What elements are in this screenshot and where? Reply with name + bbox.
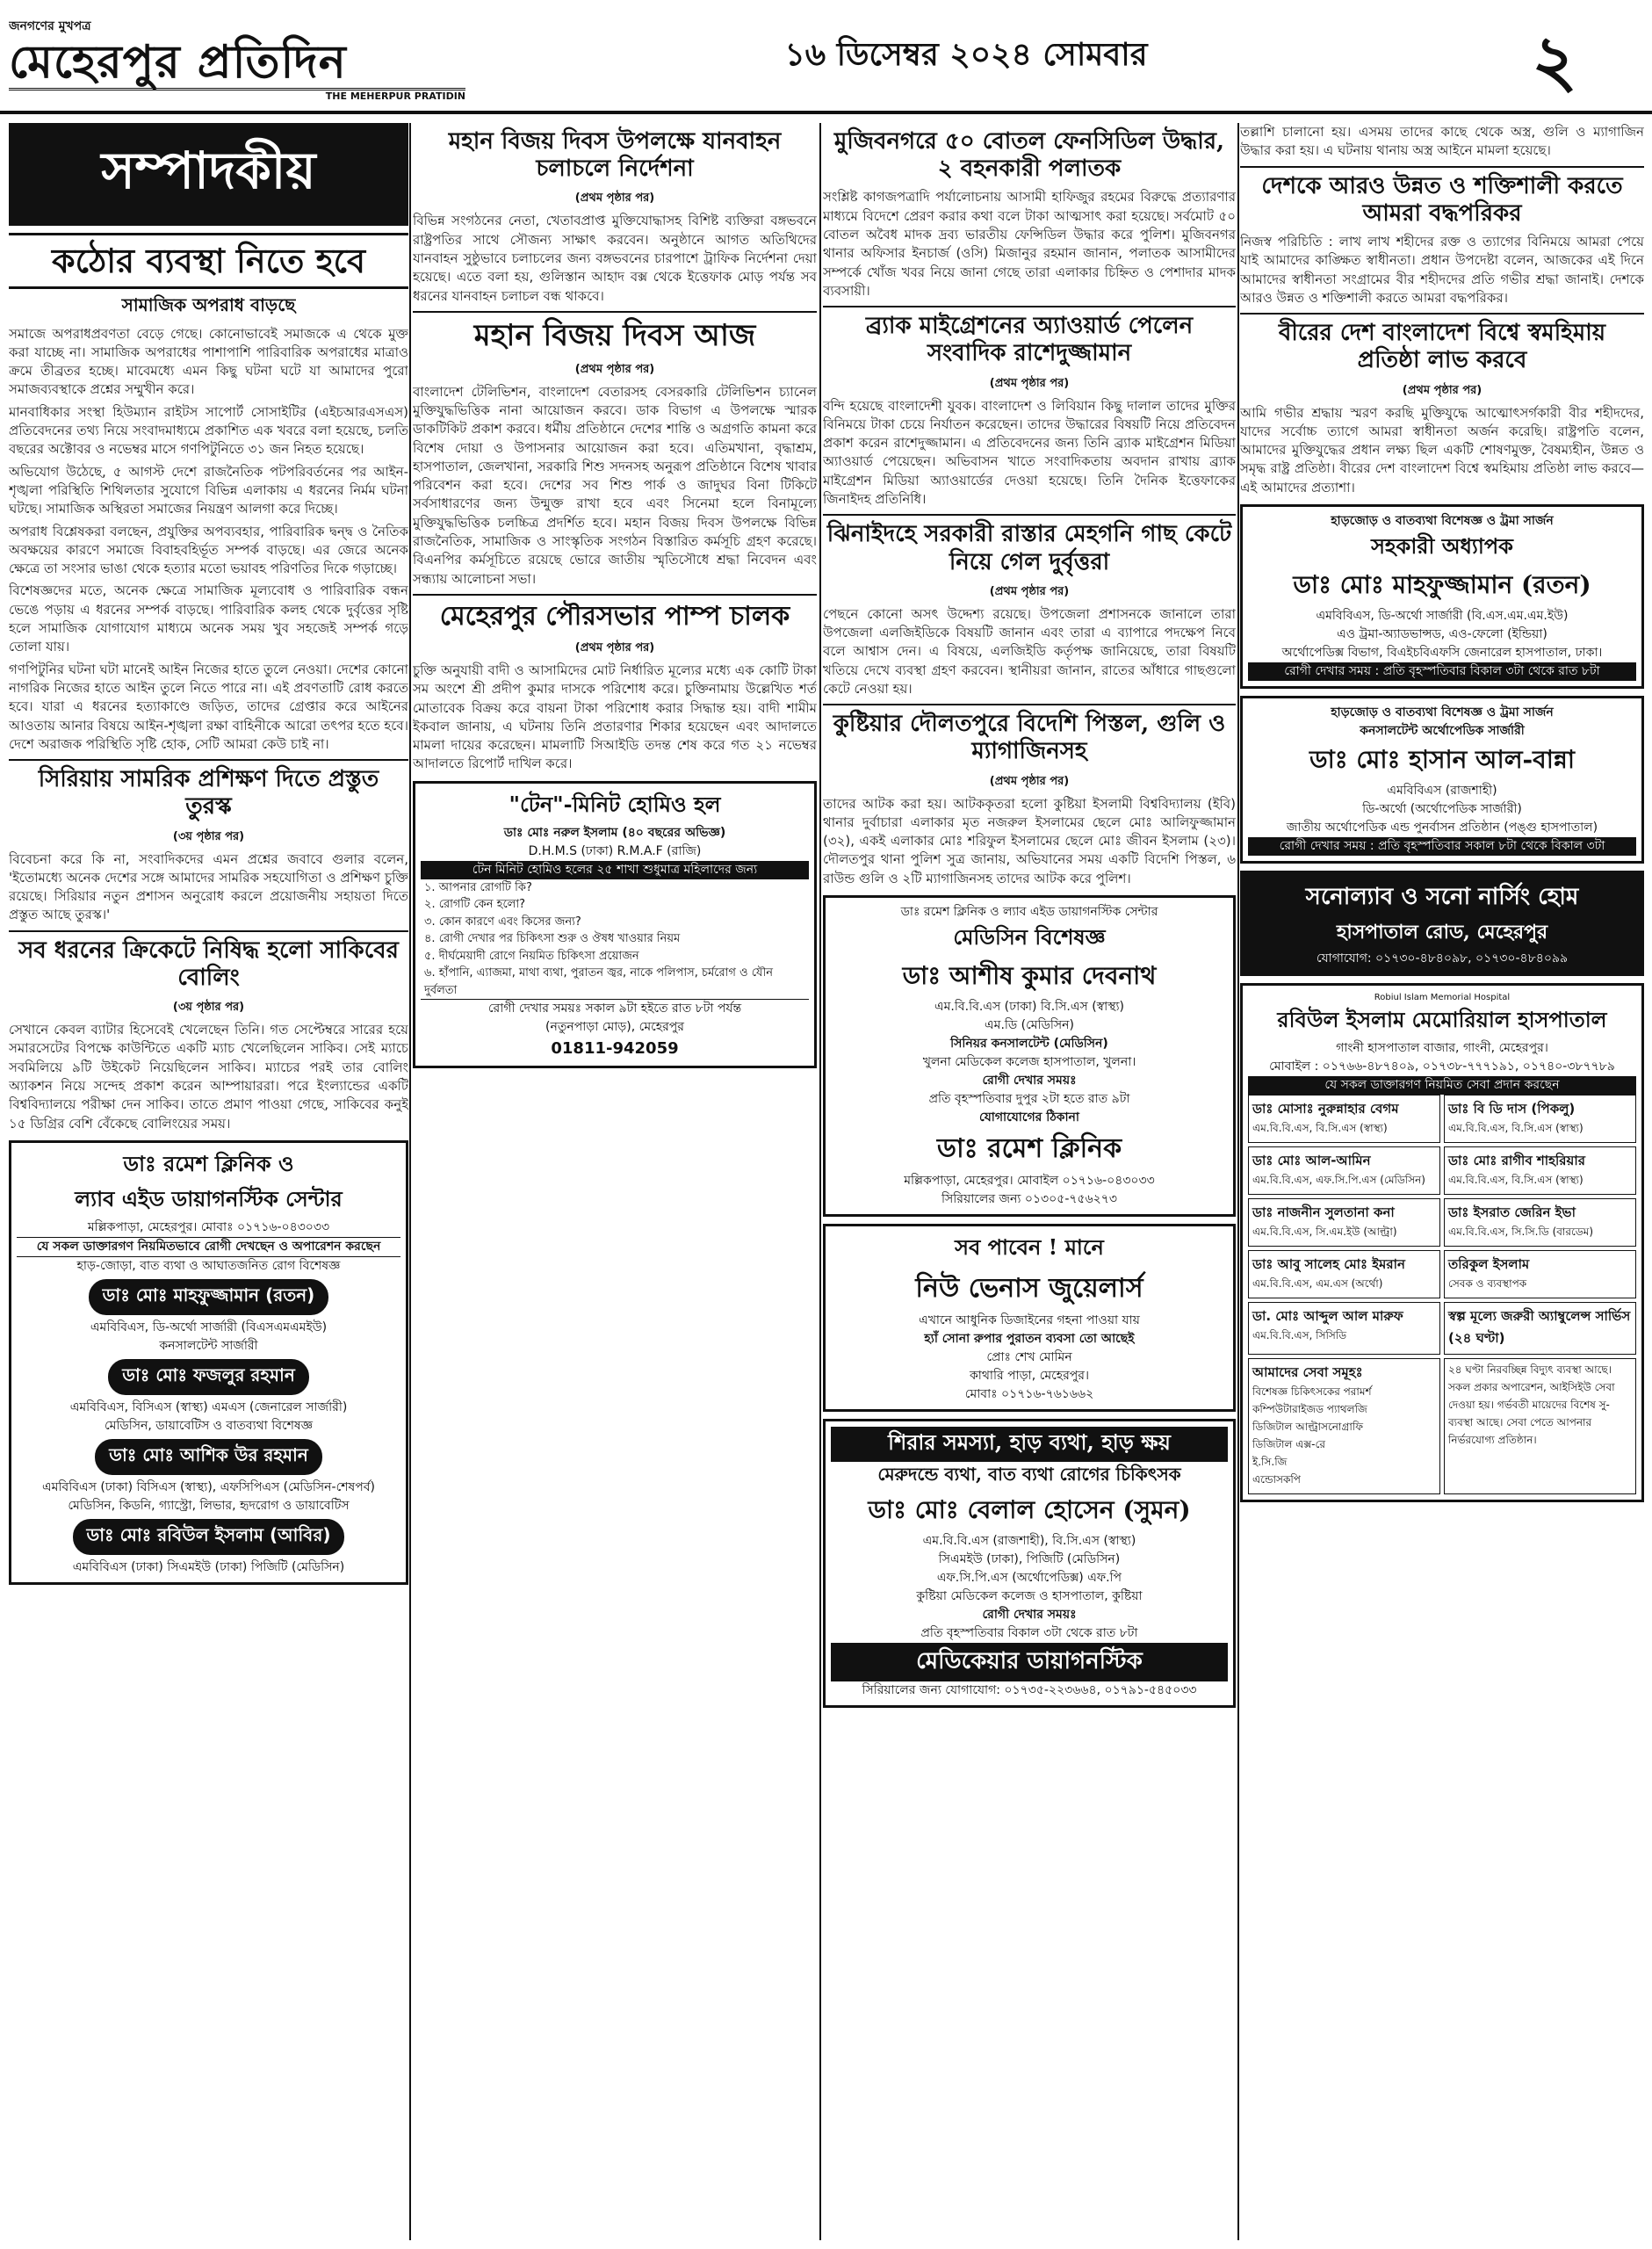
doctor-name: ডাঃ বি ডি দাস (পিকলু) bbox=[1448, 1101, 1576, 1117]
ad-phone: মল্লিকপাড়া, মেহেরপুর। মোবাইল ০১৭১৬-০৪৩০৩৩ bbox=[904, 1174, 1155, 1189]
doctor-degree: এম.বি.বি.এস, সি.সি.ডি (বারডেম) bbox=[1448, 1226, 1594, 1239]
victory-traffic-headline: মহান বিজয় দিবস উপলক্ষে যানবাহন চলাচলে নির্দেশনা bbox=[448, 128, 782, 183]
doctor-degree: এম.বি.বি.এস (রাজশাহী), বি.সি.এস (স্বাস্থ্য) bbox=[922, 1534, 1136, 1549]
list-item: ১. আপনার রোগটি কি? bbox=[424, 880, 532, 894]
doctor-name: তরিকুল ইসলাম bbox=[1448, 1256, 1530, 1273]
doctor-name: ডাঃ মোঃ আল-আমিন bbox=[1252, 1153, 1371, 1169]
brac-headline: ব্র্যাক মাইগ্রেশনের অ্যাওয়ার্ড পেলেন সংবাদিক রাশেদুজ্জামান bbox=[823, 306, 1236, 372]
syria-body: বিবেচনা করে কি না, সংবাদিকদের এমন প্রশ্নের জবাবে গুলার বলেন, 'ইতোমধ্যে অনেক দেশের সঙ্গে আমাদের সামরিক সহযোগিতা ও প্রশিক্ষণ চুক্তি রয়েছে। সিরিয়ার নতুন প্রশাসন অনুরোধ করলে প্রয়োজনীয় সহায়তা দিতে প্রস্তুত আছে তুরস্ক।' bbox=[9, 850, 408, 923]
heroes-body: আমি গভীর শ্রদ্ধায় স্মরণ করছি মুক্তিযুদ্ধে আত্মোৎসর্গকারী বীর শহীদদের, যাদের সর্বোচ্চ ত্যাগে আমরা স্বাধীনতা অর্জন করেছি। রাষ্ট্রপতি বলেন, আমাদের মুক্তিযুদ্ধের প্রধান লক্ষ্য ছিল একটি শোষণমুক্ত, বৈষম্যহীন, উন্নত ও সমৃদ্ধ রাষ্ট্র প্রতিষ্ঠা। বীরের দেশ বাংলাদেশ বিশ্বে স্বমহিমায় প্রতিষ্ঠা লাভ করবে—এই আমাদের প্রত্যাশা। bbox=[1240, 404, 1644, 495]
hospital: খুলনা মেডিকেল কলেজ হাসপাতাল, খুলনা। bbox=[922, 1055, 1136, 1070]
doctor-degree: এমবিবিএস (রাজশাহী) bbox=[1387, 784, 1497, 799]
hospital: কুষ্টিয়া মেডিকেল কলেজ ও হাসপাতাল, কুষ্টিয়া bbox=[916, 1589, 1143, 1604]
column-divider bbox=[1237, 123, 1239, 2240]
page-number: ২ bbox=[1531, 20, 1578, 102]
list-item: এন্ডোসকপি bbox=[1252, 1473, 1301, 1486]
continued-label: (প্রথম পৃষ্ঠার পর) bbox=[989, 584, 1070, 598]
ad-top: সব পাবেন ! মানে bbox=[955, 1234, 1104, 1261]
continued-label: (প্রথম পৃষ্ঠার পর) bbox=[989, 376, 1070, 390]
clinic-name: ডাঃ রমেশ ক্লিনিক bbox=[936, 1133, 1122, 1165]
continued-label: (প্রথম পৃষ্ঠার পর) bbox=[989, 774, 1070, 788]
ad-hours: প্রতি বৃহস্পতিবার বিকাল ৩টা থেকে রাত ৮টা bbox=[920, 1626, 1138, 1641]
cricket-body: সেখানে কেবল ব্যাটার হিসেবেই খেলেছেন তিনি। গত সেপ্টেম্বরে সারের হয়ে সমারসেটের বিপক্ষে কাউন্টিতে একটি ম্যাচ খেলেছিলেন সাকিব। সেই ম্যাচে সবমিলিয়ে ৯টি উইকেট নিয়েছিলেন সাকিব। ম্যাচের পরই তার বোলিং অ্যাকশন নিয়ে সন্দেহ প্রকাশ করেন আম্পায়াররা। পরে ইংল্যান্ডের একটি বিশ্ববিদ্যালয়ে পরীক্ষা দেন সাকিব। তাতে প্রমাণ পাওয়া গেছে, সাকিবের কনুই ১৫ ডিগ্রির বেশি বেঁকেছে বোলিংয়ের সময়। bbox=[9, 1022, 408, 1132]
doctor-name: ডাঃ মোঃ রবিউল ইসলাম (আবির) bbox=[73, 1519, 345, 1555]
homeo-list bbox=[421, 879, 809, 1000]
doctor-degree: এফ.সি.পি.এস (অর্থোপেডিক্স) এফ.পি bbox=[936, 1571, 1122, 1586]
fensidil-body: সংশ্লিষ্ট কাগজপত্রাদি পর্যালোচনায় আসামী হাফিজুর রহমের বিরুদ্ধে প্রত্যারণার মাধ্যমে বিদেশে প্রেরণ করার কথা বলে টাকা আত্মসাৎ করা হয়েছে। সর্বমোট ৫০ বোতল অবৈধ মাদক দ্রব্য ভারতীয় ফেন্সিডিল উদ্ধার করে পুলিশ। মুজিবনগর থানার অফিসার ইনচার্জ (ওসি) মিজানুর রহমান জানান, পলাতক আসামীদের সম্পর্কে খোঁজ খবর নিয়ে জানা গেছে তারা এলাকার চিহ্নিত ও পেশাদার মাদক ব্যবসায়ী। bbox=[823, 189, 1236, 299]
services-note: ২৪ ঘণ্টা নিরবচ্ছিন্ন বিদ্যুৎ ব্যবস্থা আছে। সকল প্রকার অপারেশন, আইসিইউ সেবা দেওয়া হয়। গর্ভবতী মায়েদের বিশেষ সু-ব্যবস্থা আছে। সেবা পেতে আপনার নির্ভরযোগ্য প্রতিষ্ঠান। bbox=[1444, 1358, 1636, 1494]
ambulance-card bbox=[1444, 1302, 1636, 1355]
mahogany-body: পেছনে কোনো অসৎ উদ্দেশ্য রয়েছে। উপজেলা প্রশাসনকে জানালে তারা উপজেলা এলজিইডিকে বিষয়টি জানান এবং তারা এ ব্যাপারে পদক্ষেপ নিবে বলে আশ্বাস দেন। এ বিষয়ে, এলজিইডি কর্তৃপক্ষ জানিয়েছে, তারা বিষয়টি খতিয়ে দেখে ব্যবস্থা গ্রহণ করবেন। স্থানীয়রা জানান, রাতের আঁধারে গাছগুলো কেটে নেওয়া হয়। bbox=[823, 605, 1236, 697]
doctor-card bbox=[1248, 1095, 1440, 1143]
list-item: ২. রোগটি কেন হলো? bbox=[424, 898, 526, 912]
address-label: যোগাযোগের ঠিকানা bbox=[979, 1110, 1079, 1125]
doctor-role: সহকারী অধ্যাপক bbox=[1371, 533, 1513, 560]
continued-label: (৩য় পৃষ্ঠার পর) bbox=[172, 1001, 245, 1015]
services-list bbox=[1248, 1358, 1440, 1494]
ad-hours: প্রতি বৃহস্পতিবার দুপুর ২টা হতে রাত ৯টা bbox=[928, 1092, 1130, 1107]
ad-phone: মোবাঃ ০১৭১৬-৭৬১৬৬২ bbox=[964, 1387, 1094, 1402]
doctor-card bbox=[1444, 1198, 1636, 1247]
list-item: ৩. কোন কারণে এবং কিসের জন্য? bbox=[424, 915, 581, 929]
continued-label: (৩য় পৃষ্ঠার পর) bbox=[172, 829, 245, 843]
doctor-degree: এম.বি.বি.এস, বি.সি.এস (স্বাস্থ্য) bbox=[1252, 1122, 1388, 1135]
fensidil-headline: মুজিবনগরে ৫০ বোতল ফেনসিডিল উদ্ধার, ২ বহনকারী পলাতক bbox=[833, 128, 1225, 183]
editorial-headline: কঠোর ব্যবস্থা নিতে হবে bbox=[9, 233, 408, 289]
doctor-degree: এম.ডি (মেডিসিন) bbox=[985, 1018, 1074, 1033]
doctor-name: ডাঃ মোঃ মাহফুজ্জামান (রতন) bbox=[89, 1279, 329, 1315]
doctor-name: ডাঃ আশীষ কুমার দেবনাথ bbox=[902, 961, 1157, 991]
victory-day-body: বাংলাদেশ টেলিভিশন, বাংলাদেশ বেতারসহ বেসরকারি টেলিভিশন চ্যানেল মুক্তিযুদ্ধভিত্তিক নানা আয়োজন করবে। ডাক বিভাগ এ উপলক্ষে স্মারক ডাকটিকিট প্রকাশ করবে। ধর্মীয় প্রতিষ্ঠানে দেশের শান্তি ও অগ্রগতি কামনা করে বিশেষ দোয়া ও উপাসনার আয়োজন করা হবে। এতিমখানা, বৃদ্ধাশ্রম, হাসপাতাল, জেলখানা, সরকারি শিশু সদনসহ অনুরূপ প্রতিষ্ঠানে বিশেষ খাবার পরিবেশন করা হবে। দেশের সব শিশু পার্ক ও জাদুঘর বিনা টিকিটে সর্বসাধারণের জন্য উন্মুক্ত রাখা হবে এবং সিনেমা হলে বিনামূল্যে মুক্তিযুদ্ধভিত্তিক চলচ্চিত্র প্রদর্শিত হবে। মহান বিজয় দিবস উপলক্ষে বিভিন্ন রাজনৈতিক, সামাজিক ও সাংস্কৃতিক সংগঠন বিস্তারিত কর্মসূচি গ্রহণ করেছে। বিএনপির কর্মসূচিতে রয়েছে ভোরে জাতীয় স্মৃতিসৌধে শ্রদ্ধা নিবেদন এবং সন্ধ্যায় আলোচনা সভা। bbox=[413, 383, 817, 587]
list-item: ডিজিটাল এক্স-রে bbox=[1252, 1438, 1325, 1451]
doctor-degree: এম.বি.বি.এস, এফ.সি.পি.এস (মেডিসিন) bbox=[1252, 1174, 1425, 1187]
doctor-degree: এম.বি.বি.এস, সিসিডি bbox=[1252, 1329, 1347, 1342]
doctor-role: কনসালটেন্ট অর্থোপেডিক সার্জারী bbox=[1360, 724, 1525, 739]
specialty: মেডিসিন, কিডনি, গ্যাস্ট্রো, লিভার, হৃদরোগ ও ডায়াবেটিস bbox=[68, 1498, 350, 1513]
homeo-hall-ad bbox=[413, 781, 817, 1069]
list-item: বিশেষজ্ঞ চিকিৎসকের পরামর্শ bbox=[1252, 1385, 1372, 1399]
jewellers-ad bbox=[823, 1224, 1236, 1412]
column-divider bbox=[409, 123, 411, 2240]
logo-name: মেহেরপুর প্রতিদিন bbox=[9, 35, 347, 89]
pledge-headline: দেশকে আরও উন্নত ও শক্তিশালী করতে আমরা বদ্ধপরিকর bbox=[1240, 166, 1644, 233]
continued-label: (প্রথম পৃষ্ঠার পর) bbox=[1402, 383, 1482, 397]
ad-line: মেরুদন্ডে ব্যথা, বাত ব্যথা রোগের চিকিৎসক bbox=[877, 1464, 1181, 1486]
specialty: হাড়জোড় ও বাতব্যথা বিশেষজ্ঞ ও ট্রমা সার্জন bbox=[1331, 705, 1554, 720]
doctor-degree: অর্থোপেডিক্স বিভাগ, বিএইচবিএফসি জেনারেল হাসপাতাল, ঢাকা। bbox=[1281, 646, 1603, 661]
doctor-card bbox=[1444, 1146, 1636, 1195]
mahfuz-ad bbox=[1240, 504, 1644, 689]
doctor-name: ডাঃ মোসাঃ নুরুন্নাহার বেগম bbox=[1252, 1101, 1399, 1117]
doctor-name: ডাঃ ইসরাত জেরিন ইভা bbox=[1448, 1204, 1576, 1221]
column-divider bbox=[819, 123, 821, 2240]
owner-name: প্রোঃ শেখ মোমিন bbox=[986, 1350, 1072, 1365]
doctor-name: ডাঃ মোঃ নরুল ইসলাম (৪০ বছরের অভিজ্ঞ) bbox=[503, 825, 726, 840]
ad-phone: যোগাযোগ: ০১৭৩০-৪৮৪০৯৮, ০১৭৩০-৪৮৪০৯৯ bbox=[1316, 951, 1569, 966]
paragraph: অপরাধ বিশ্লেষকরা বলছেন, প্রযুক্তির অপব্যবহার, পারিবারিক দ্বন্দ্ব ও নৈতিক অবক্ষয়ের কারণে সমাজে বিবাহবহির্ভূত সম্পর্ক বাড়ছে। এর জেরে অনেক ক্ষেত্রে তা সংসার ভাঙা থেকে হত্যার মতো ভয়াবহ পরিণতির দিকে গড়াচ্ছে। bbox=[9, 523, 408, 577]
paragraph: গণপিটুনির ঘটনা ঘটা মানেই আইন নিজের হাতে তুলে নেওয়া। দেশের কোনো নাগরিক নিজের হাতে আইন তুলে নিতে পারে না। এই প্রবণতাটি রোধ করতে হবে। যারা এ ধরনের হত্যাকাণ্ডে জড়িত, তাদের গ্রেপ্তার করে আইনের আওতায় আনার বিষয়ে আইন-শৃঙ্খলা রক্ষা বাহিনীকে আরো তৎপর হতে হবে। দেশে অরাজক পরিস্থিতি সৃষ্টি হোক, সেটি আমরা কেউ চাই না। bbox=[9, 661, 408, 752]
doctor-card bbox=[1444, 1095, 1636, 1143]
editorial-body bbox=[9, 325, 408, 755]
pump-body: চুক্তি অনুযায়ী বাদী ও আসামিদের মোট নির্ধারিত মূল্যের মধ্যে এক কোটি টাকা সম অংশে শ্রী প্রদীপ কুমার দাসকে পরিশোধ করে। চুক্তিনামায় উল্লেখিত শর্ত মোতাবেক বিক্রয় করে বায়না টাকা পরিশোধ করার সিদ্ধান্ত হয়। বাদী শামীম ইকবাল জানায়, এ ঘটনায় তিনি প্রতারণার শিকার হয়েছেন এবং আদালতে মামলা দায়ের করেছেন। মামলাটি সিআইডি তদন্ত শেষ করে গত ২১ নভেম্বর আদালতে রিপোর্ট দাখিল করে। bbox=[413, 662, 817, 772]
paragraph: বিশেষজ্ঞদের মতে, অনেক ক্ষেত্রে সামাজিক মূল্যবোধ ও পারিবারিক বন্ধন ভেঙে পড়ায় এ ধরনের সম্পর্ক বাড়ছে। পারিবারিক কলহ থেকে দুর্বৃত্তের সৃষ্টি হলে সামাজিক যোগাযোগ মাধ্যমে অনেক সময় খুব সহজেই সম্পর্ক গড়ে তোলা যায়। bbox=[9, 582, 408, 655]
doctor-degree: এম.বি.বি.এস (ঢাকা) বি.সি.এস (স্বাস্থ্য) bbox=[934, 1000, 1125, 1015]
ad-phone: সিরিয়ালের জন্য যোগাযোগ: ০১৭৩৫-২২৩৬৬৪, ০১৭৯১-৫৪৫০৩৩ bbox=[862, 1683, 1197, 1698]
list-item: ই.সি.জি bbox=[1252, 1456, 1288, 1469]
pump-headline: মেহেরপুর পৌরসভার পাম্প চালক bbox=[413, 594, 817, 638]
doctor-name: ডাঃ মোঃ রাগীব শাহরিয়ার bbox=[1448, 1153, 1585, 1169]
logo-tagline: জনগণের মুখপত্র bbox=[9, 19, 91, 33]
newspaper-logo bbox=[9, 16, 465, 99]
doctor-card bbox=[1248, 1198, 1440, 1247]
ad-note: টেন মিনিট হোমিও হলের ২৫ শাখা শুধুমাত্র মহিলাদের জন্য bbox=[421, 861, 809, 879]
specialty: কনসালটেন্ট সার্জারী bbox=[159, 1338, 258, 1353]
list-item: কম্পিউটারাইজড প্যাথলজি bbox=[1252, 1403, 1367, 1416]
specialty: হাড়-জোড়া, বাত ব্যথা ও আঘাতজনিত রোগ বিশেষজ্ঞ bbox=[76, 1258, 341, 1273]
doctor-name: ডাঃ মোঃ বেলাল হোসেন (সুমন) bbox=[868, 1495, 1191, 1525]
time-label: রোগী দেখার সময়ঃ bbox=[982, 1074, 1077, 1088]
doctor-degree: এম.বি.বি.এস, বি.সি.এস (স্বাস্থ্য) bbox=[1448, 1122, 1583, 1135]
paragraph: অভিযোগ উঠেছে, ৫ আগস্ট দেশে রাজনৈতিক পটপরিবর্তনের পর আইন-শৃঙ্খলা পরিস্থিতি শিথিলতার সুযোগে বিভিন্ন এলাকায় এ ধরনের নির্মম ঘটনা ঘটছে। সামাজিক অস্থিরতা সমাজের নিয়ন্ত্রণ আলগা করে দিচ্ছে। bbox=[9, 463, 408, 517]
cricket-headline: সব ধরনের ক্রিকেটে নিষিদ্ধ হলো সাকিবের বোলিং bbox=[9, 930, 408, 997]
continued-label: (প্রথম পৃষ্ঠার পর) bbox=[574, 192, 655, 206]
doctor-degree: এমবিবিএস, ডি-অর্থো সার্জারী (বি.এস.এম.এম.ইউ) bbox=[1316, 609, 1569, 624]
ad-address: গাংনী হাসপাতাল বাজার, গাংনী, মেহেরপুর। bbox=[1336, 1041, 1548, 1056]
hospital-logo-text: Robiul Islam Memorial Hospital bbox=[1374, 993, 1511, 1003]
ad-address: মল্লিকপাড়া, মেহেরপুর। মোবাঃ ০১৭১৬-০৪৩০৩৩ bbox=[87, 1219, 330, 1234]
pledge-body: নিজস্ব পরিচিতি : লাখ লাখ শহীদের রক্ত ও ত্যাগের বিনিময়ে আমরা পেয়ে যাই আমাদের কাঙ্ক্ষিত স্বাধীনতা। প্রধান উপদেষ্টা বলেন, আজকের এই দিনে আমাদের স্বাধীনতা সংগ্রামের বীর শহীদদের প্রতি গভীর শ্রদ্ধা জানাই। দেশকে আরও উন্নত ও শক্তিশালী করতে আমরা বদ্ধপরিকর। bbox=[1240, 233, 1644, 306]
ad-phone: সিরিয়ালের জন্য ০১৩০৫-৭৫৬২৭৩ bbox=[941, 1192, 1117, 1207]
time-label: রোগী দেখার সময়ঃ bbox=[982, 1608, 1077, 1623]
doctor-title: সিনিয়র কনসালটেন্ট (মেডিসিন) bbox=[950, 1037, 1108, 1052]
doctor-card bbox=[1248, 1250, 1440, 1298]
doctor-degree: এও ট্রমা-অ্যাডভান্সড, এও-ফেলো (ইন্ডিয়া) bbox=[1337, 627, 1547, 642]
doctor-card bbox=[1444, 1250, 1636, 1298]
doctor-degree: এমবিবিএস (ঢাকা) বিসিএস (স্বাস্থ্য), এফসিপিএস (মেডিসিন-শেষপর্ব) bbox=[41, 1479, 376, 1494]
victory-day-headline: মহান বিজয় দিবস আজ bbox=[413, 311, 817, 359]
logo-name-en: THE MEHERPUR PRATIDIN bbox=[9, 88, 465, 99]
issue-date: ১৬ ডিসেম্বর ২০২৪ সোমবার bbox=[784, 36, 1148, 73]
ad-hours: রোগী দেখার সময়ঃ সকাল ৯টা হইতে রাত ৮টা পর্যন্ত bbox=[421, 999, 809, 1018]
bone-specialist-ad bbox=[823, 1419, 1236, 1708]
clinic-name: সনোল্যাব ও সনো নার্সিং হোম bbox=[1305, 884, 1579, 911]
column-4 bbox=[1240, 123, 1644, 2240]
services-grid bbox=[1248, 1358, 1636, 1494]
hospital-name: রবিউল ইসলাম মেমোরিয়াল হাসপাতাল bbox=[1277, 1007, 1607, 1033]
column-3 bbox=[823, 123, 1236, 2240]
ad-line: শিরার সমস্যা, হাড় ব্যথা, হাড় ক্ষয় bbox=[831, 1427, 1228, 1462]
ambulance-label: স্বল্প মূল্যে জরুরী অ্যাম্বুলেন্স সার্ভিস (২৪ ঘণ্টা) bbox=[1448, 1308, 1631, 1347]
ad-line: হ্যাঁ সোনা রুপার পুরাতন ব্যবসা তো আছেই bbox=[924, 1332, 1135, 1347]
list-item: ডিজিটাল আল্ট্রাসনোগ্রাফি bbox=[1252, 1421, 1364, 1434]
doctor-name: ডাঃ আবু সালেহ মোঃ ইমরান bbox=[1252, 1256, 1405, 1273]
ad-address: হাসপাতাল রোড, মেহেরপুর bbox=[1336, 921, 1548, 944]
ashish-ad bbox=[823, 895, 1236, 1217]
doctor-card bbox=[1248, 1146, 1440, 1195]
mahogany-headline: ঝিনাইদহে সরকারী রাস্তার মেহগনি গাছ কেটে নিয়ে গেল দুর্বৃত্তরা bbox=[823, 514, 1236, 581]
doctor-grid bbox=[1248, 1095, 1636, 1355]
ad-address: কাথারি পাড়া, মেহেরপুর। bbox=[969, 1369, 1089, 1384]
paragraph: সমাজে অপরাধপ্রবণতা বেড়ে গেছে। কোনোভাবেই সমাজকে এ থেকে মুক্ত করা যাচ্ছে না। সামাজিক অপরাধের পাশাপাশি পারিবারিক অপরাধের মাত্রাও ক্রমে তীব্রতর হচ্ছে। মাবেমধ্যে এমন কিছু ঘটনা ঘটে যা আমাদের পুরো সমাজব্যবস্থাকে প্রশ্নের সম্মুখীন করে। bbox=[9, 325, 408, 398]
doctor-name: ডা. মোঃ আব্দুল আল মারুফ bbox=[1252, 1308, 1403, 1325]
masthead bbox=[0, 0, 1652, 114]
doctor-name: ডাঃ মোঃ মাহফুজ্জামান (রতন) bbox=[1293, 570, 1591, 600]
robiul-hospital-ad bbox=[1240, 983, 1644, 1502]
kushtia-headline: কুষ্টিয়ার দৌলতপুরে বিদেশি পিস্তল, গুলি ও ম্যাগাজিনসহ bbox=[823, 704, 1236, 770]
heroes-headline: বীরের দেশ বাংলাদেশ বিশ্বে স্বমহিমায় প্রতিষ্ঠা লাভ করবে bbox=[1240, 313, 1644, 380]
ad-title: "টেন"-মিনিট হোমিও হল bbox=[509, 791, 721, 817]
ad-note: যে সকল ডাক্তারগণ নিয়মিত সেবা প্রদান করছেন bbox=[1248, 1076, 1636, 1095]
banna-ad bbox=[1240, 696, 1644, 864]
specialty: মেডিসিন, ডায়াবেটিস ও বাতব্যথা বিশেষজ্ঞ bbox=[104, 1418, 314, 1433]
center-name: মেডিকেয়ার ডায়াগনস্টিক bbox=[831, 1643, 1228, 1681]
doctor-degree: এম.বি.বি.এস, এম.এস (অর্থো) bbox=[1252, 1277, 1383, 1291]
ad-top: ডাঃ রমেশ ক্লিনিক ও ল্যাব এইড ডায়াগনস্টিক সেন্টার bbox=[900, 905, 1158, 920]
shop-name: নিউ ভেনাস জুয়েলার্স bbox=[915, 1273, 1143, 1305]
ad-hours: রোগী দেখার সময় : প্রতি বৃহস্পতিবার বিকাল ৩টা থেকে রাত ৮টা bbox=[1248, 662, 1636, 681]
doctor-name: ডাঃ মোঃ হাসান আল-বান্না bbox=[1309, 745, 1575, 775]
col4-lead: তল্লাশি চালানো হয়। এসময় তাদের কাছে থেকে অস্ত্র, গুলি ও ম্যাগাজিন উদ্ধার করা হয়। এ ঘটনায় থানায় অস্ত্র আইনে মামলা হয়েছে। bbox=[1240, 124, 1644, 159]
ad-hours: রোগী দেখার সময় : প্রতি বৃহস্পতিবার সকাল ৮টা থেকে বিকাল ৩টা bbox=[1248, 837, 1636, 856]
doctor-card bbox=[1248, 1302, 1440, 1355]
doctor-degree: ডি-অর্থো (অর্থোপেডিক সার্জারী) bbox=[1362, 802, 1522, 817]
list-item: ৬. হাঁপানি, এ্যাজমা, মাথা ব্যথা, পুরাতন জ্বর, নাকে পলিপাস, চর্মরোগ ও যৌন দুর্বলতা bbox=[424, 966, 773, 997]
ad-line: এখানে আধুনিক ডিজাইনের গহনা পাওয়া যায় bbox=[919, 1313, 1140, 1328]
doctor-degree: সিএমইউ (ঢাকা), পিজিটি (মেডিসিন) bbox=[938, 1552, 1121, 1567]
victory-traffic-body: বিভিন্ন সংগঠনের নেতা, খেতাবপ্রাপ্ত মুক্তিযোদ্ধাসহ বিশিষ্ট ব্যক্তিরা বঙ্গভবনে রাষ্ট্রপতির সাথে সৌজন্য সাক্ষাৎ করবেন। অনুষ্ঠানে আগত অতিথিদের যানবাহন সুষ্ঠুভাবে চলাচলের জন্য বঙ্গভবনের চারপাশে ট্রাফিক নির্দেশনা দেয়া হয়েছে। এতে বলা হয়, গুলিস্তান আহাদ বক্স থেকে ইত্তেফাক মোড় পর্যন্ত সব ধরনের যানবাহন চলাচল বন্ধ থাকবে। bbox=[413, 213, 817, 304]
continued-label: (প্রথম পৃষ্ঠার পর) bbox=[574, 362, 655, 376]
doctor-degree: এম.বি.বি.এস, বি.সি.এস (স্বাস্থ্য) bbox=[1448, 1174, 1583, 1187]
services-title: আমাদের সেবা সমূহঃ bbox=[1252, 1364, 1363, 1381]
specialty: হাড়জোড় ও বাতব্যথা বিশেষজ্ঞ ও ট্রমা সার্জন bbox=[1331, 514, 1554, 529]
editorial-subhead: সামাজিক অপরাধ বাড়ছে bbox=[121, 293, 296, 315]
paragraph: মানবাধিকার সংস্থা হিউম্যান রাইটস সাপোর্ট সোসাইটির (এইচআরএসএস) প্রতিবেদনের তথ্য নিয়ে সংবাদমাধ্যমে প্রকাশিত এক খবরে বলা হয়েছে, চলতি বছরের অক্টোবর ও নভেম্বর মাসে গণপিটুনিতে ৩১ জন নিহত হয়েছে। bbox=[9, 403, 408, 458]
column-1 bbox=[9, 123, 408, 2240]
ad-address: (নতুনপাড়া মোড়), মেহেরপুর bbox=[545, 1020, 684, 1035]
doctor-degree: এমবিবিএস, ডি-অর্থো সার্জারী (বিএসএমএমইউ) bbox=[90, 1320, 328, 1334]
ad-phone: 01811-942059 bbox=[551, 1039, 679, 1059]
list-item: ৪. রোগী দেখার পর চিকিৎসা শুরু ও ঔষধ খাওয়ার নিয়ম bbox=[424, 932, 681, 946]
ad-title: ডাঃ রমেশ ক্লিনিক ও bbox=[123, 1150, 294, 1176]
ad-note: যে সকল ডাক্তারগণ নিয়মিতভাবে রোগী দেখছেন ও অপারেশন করছেন bbox=[17, 1237, 400, 1257]
column-2 bbox=[413, 123, 817, 2240]
ad-title: ল্যাব এইড ডায়াগনস্টিক সেন্টার bbox=[75, 1185, 343, 1211]
doctor-degree: সেবক ও ব্যবস্থাপক bbox=[1448, 1277, 1527, 1291]
doctor-degree: জাতীয় অর্থোপেডিক এন্ড পুনর্বাসন প্রতিষ্ঠান (পঙ্গু হাসপাতাল) bbox=[1286, 821, 1598, 835]
doctor-name: ডাঃ মোঃ আশিক উর রহমান bbox=[95, 1439, 322, 1475]
specialty: মেডিসিন বিশেষজ্ঞ bbox=[953, 924, 1106, 951]
sono-ad bbox=[1240, 871, 1644, 976]
doctor-name: ডাঃ মোঃ ফজলুর রহমান bbox=[108, 1359, 309, 1395]
doctor-degree: এমবিবিএস, বিসিএস (স্বাস্থ্য) এমএস (জেনারেল সার্জারী) bbox=[69, 1399, 348, 1414]
ramesh-clinic-ad bbox=[9, 1140, 408, 1585]
doctor-degree: D.H.M.S (ঢাকা) R.M.A.F (রাজি) bbox=[528, 843, 702, 858]
doctor-name: ডাঃ নাজনীন সুলতানা কনা bbox=[1252, 1204, 1395, 1221]
ad-phone: মোবাইল : ০১৭৬৬-৪৮৭৪০৯, ০১৭৩৮-৭৭৭১৯১, ০১৭৪০-৩৮৭৭৮৯ bbox=[1269, 1059, 1615, 1074]
doctor-degree: এমবিবিএস (ঢাকা) সিএমইউ (ঢাকা) পিজিটি (মেডিসিন) bbox=[72, 1559, 345, 1574]
list-item: ৫. দীর্ঘমেয়াদী রোগে নিয়মিত চিকিৎসা প্রয়োজন bbox=[424, 949, 639, 963]
brac-body: বন্দি হয়েছে বাংলাদেশী যুবক। বাংলাদেশ ও লিবিয়ান কিছু দালাল তাদের মুক্তির বিনিময়ে টাকা চেয়ে নির্যাতন করেছেন। তাদের উদ্ধারের বিষয়টি নিয়ে প্রতিবেদন প্রকাশ করেন রাশেদুজ্জামান। এ প্রতিবেদনের জন্য তিনি ব্র্যাক মাইগ্রেশন মিডিয়া অ্যাওয়ার্ড পেয়েছেন। অভিবাসন খাতে সংবাদিকতায় অবদান রাখায় ব্র্যাক মাইগ্রেশন মিডিয়া অ্যাওয়ার্ডের দেওয়া হয়েছে। তিনি দৈনিক ইত্তেফাকের জিনাইদহ প্রতিনিধি। bbox=[823, 397, 1236, 508]
kushtia-body: তাদের আটক করা হয়। আটককৃতরা হলো কুষ্টিয়া ইসলামী বিশ্ববিদ্যালয় (ইবি) থানার দুর্বাচারা এলাকার মৃত নজরুল ইসলামের ছেলে মোঃ আলিফুজ্জামান (৩২), একই এলাকার মোঃ শরিফুল ইসলামের ছেলে মোঃ জীবন ইসলাম (২৩)। দৌলতপুর থানা পুলিশ সুত্র জানায়, অভিযানের সময় একটি বিদেশি পিস্তল, ৬ রাউন্ড গুলি ও ২টি ম্যাগাজিনসহ তাদের আটক করে পুলিশ। bbox=[823, 795, 1236, 886]
syria-headline: সিরিয়ায় সামরিক প্রশিক্ষণ দিতে প্রস্তুত তুরস্ক bbox=[9, 759, 408, 826]
doctor-degree: এম.বি.বি.এস, সি.এম.ইউ (আল্ট্রা) bbox=[1252, 1226, 1397, 1239]
continued-label: (প্রথম পৃষ্ঠার পর) bbox=[574, 640, 655, 654]
editorial-banner: সম্পাদকীয় bbox=[9, 123, 408, 226]
